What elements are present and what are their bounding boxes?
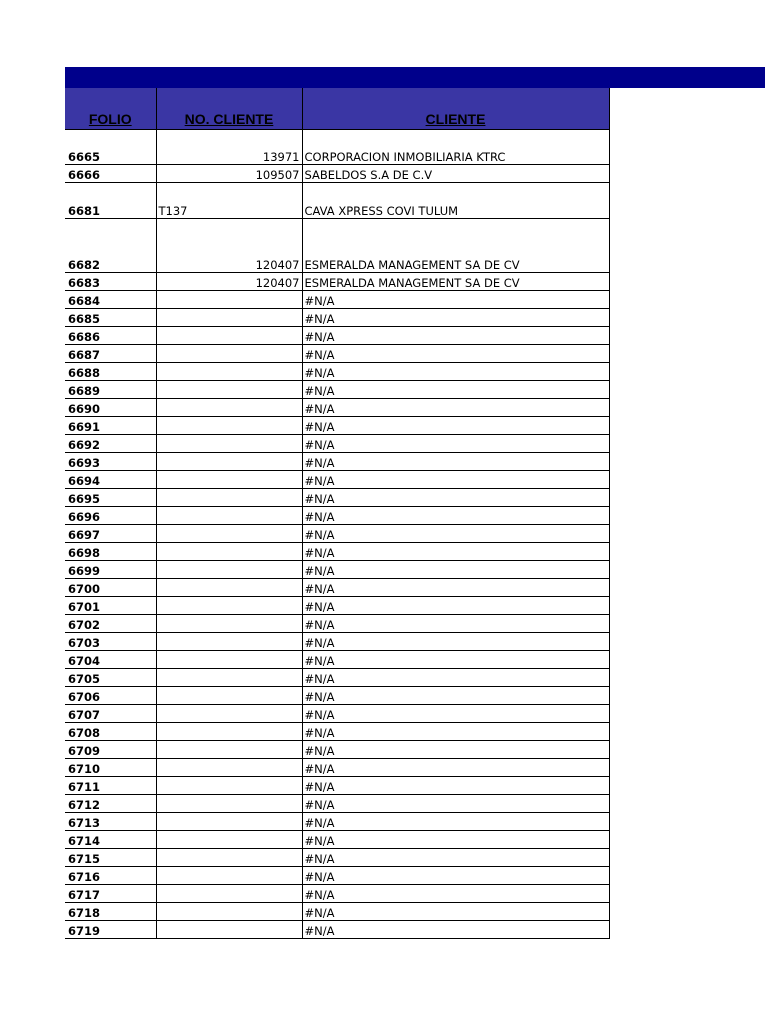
- cliente-cell[interactable]: ESMERALDA MANAGEMENT SA DE CV: [302, 219, 609, 273]
- cliente-cell[interactable]: #N/A: [302, 615, 609, 633]
- table-row: [65, 705, 609, 723]
- no-cliente-cell[interactable]: [156, 363, 302, 381]
- cliente-cell[interactable]: #N/A: [302, 363, 609, 381]
- table-row: [65, 363, 609, 381]
- table-row: [65, 291, 609, 309]
- no-cliente-cell[interactable]: [156, 291, 302, 309]
- no-cliente-cell[interactable]: [156, 381, 302, 399]
- no-cliente-cell[interactable]: [156, 345, 302, 363]
- cliente-cell[interactable]: #N/A: [302, 597, 609, 615]
- no-cliente-cell[interactable]: [156, 489, 302, 507]
- folio-cell[interactable]: 6691: [65, 417, 156, 435]
- cliente-cell[interactable]: #N/A: [302, 489, 609, 507]
- no-cliente-cell[interactable]: T137: [156, 183, 302, 219]
- table-row: [65, 417, 609, 435]
- cliente-cell[interactable]: #N/A: [302, 525, 609, 543]
- folio-cell[interactable]: 6697: [65, 525, 156, 543]
- no-cliente-cell[interactable]: [156, 759, 302, 777]
- no-cliente-cell[interactable]: [156, 921, 302, 939]
- no-cliente-cell[interactable]: [156, 507, 302, 525]
- folio-cell[interactable]: 6684: [65, 291, 156, 309]
- cliente-cell[interactable]: #N/A: [302, 687, 609, 705]
- table-row: [65, 399, 609, 417]
- no-cliente-cell[interactable]: [156, 831, 302, 849]
- cliente-cell[interactable]: #N/A: [302, 381, 609, 399]
- folio-cell[interactable]: 6712: [65, 795, 156, 813]
- no-cliente-cell[interactable]: [156, 741, 302, 759]
- table-row: [65, 543, 609, 561]
- cliente-cell[interactable]: #N/A: [302, 849, 609, 867]
- cliente-cell[interactable]: #N/A: [302, 921, 609, 939]
- table-row: [65, 615, 609, 633]
- cliente-cell[interactable]: #N/A: [302, 795, 609, 813]
- folio-cell[interactable]: 6689: [65, 381, 156, 399]
- cliente-cell[interactable]: #N/A: [302, 543, 609, 561]
- folio-cell[interactable]: 6698: [65, 543, 156, 561]
- folio-cell[interactable]: 6688: [65, 363, 156, 381]
- table-row: [65, 183, 609, 219]
- no-cliente-cell[interactable]: [156, 579, 302, 597]
- no-cliente-cell[interactable]: [156, 669, 302, 687]
- cliente-cell[interactable]: #N/A: [302, 705, 609, 723]
- folio-cell[interactable]: 6681: [65, 183, 156, 219]
- no-cliente-cell[interactable]: [156, 309, 302, 327]
- folio-cell[interactable]: 6696: [65, 507, 156, 525]
- folio-cell[interactable]: 6683: [65, 273, 156, 291]
- table-row: [65, 867, 609, 885]
- clients-table: [65, 88, 610, 939]
- folio-cell[interactable]: 6666: [65, 165, 156, 183]
- folio-cell[interactable]: 6694: [65, 471, 156, 489]
- cliente-cell[interactable]: #N/A: [302, 417, 609, 435]
- table-row: [65, 381, 609, 399]
- cliente-cell[interactable]: #N/A: [302, 633, 609, 651]
- folio-cell[interactable]: 6706: [65, 687, 156, 705]
- table-row: [65, 219, 609, 273]
- table-row: [65, 777, 609, 795]
- folio-cell[interactable]: 6665: [65, 130, 156, 165]
- no-cliente-cell[interactable]: [156, 849, 302, 867]
- cliente-cell[interactable]: #N/A: [302, 399, 609, 417]
- cliente-cell[interactable]: #N/A: [302, 867, 609, 885]
- cliente-cell[interactable]: #N/A: [302, 759, 609, 777]
- table-row: [65, 651, 609, 669]
- table-row: [65, 741, 609, 759]
- column-header-folio[interactable]: FOLIO: [65, 88, 156, 130]
- table-row: [65, 759, 609, 777]
- folio-cell[interactable]: 6702: [65, 615, 156, 633]
- cliente-cell[interactable]: SABELDOS S.A DE C.V: [302, 165, 609, 183]
- table-row: [65, 903, 609, 921]
- table-row: [65, 921, 609, 939]
- no-cliente-cell[interactable]: [156, 651, 302, 669]
- folio-cell[interactable]: 6682: [65, 219, 156, 273]
- folio-cell[interactable]: 6708: [65, 723, 156, 741]
- folio-cell[interactable]: 6703: [65, 633, 156, 651]
- no-cliente-cell[interactable]: [156, 435, 302, 453]
- folio-cell[interactable]: 6715: [65, 849, 156, 867]
- no-cliente-cell[interactable]: [156, 723, 302, 741]
- cliente-cell[interactable]: #N/A: [302, 291, 609, 309]
- folio-cell[interactable]: 6704: [65, 651, 156, 669]
- no-cliente-cell[interactable]: [156, 543, 302, 561]
- table-row: [65, 489, 609, 507]
- cliente-cell[interactable]: #N/A: [302, 471, 609, 489]
- cliente-cell[interactable]: #N/A: [302, 327, 609, 345]
- table-row: [65, 525, 609, 543]
- cliente-cell[interactable]: #N/A: [302, 903, 609, 921]
- no-cliente-cell[interactable]: [156, 399, 302, 417]
- folio-cell[interactable]: 6692: [65, 435, 156, 453]
- cliente-cell[interactable]: #N/A: [302, 741, 609, 759]
- header-row: [65, 88, 609, 130]
- table-row: [65, 507, 609, 525]
- folio-cell[interactable]: 6711: [65, 777, 156, 795]
- cliente-cell[interactable]: ESMERALDA MANAGEMENT SA DE CV: [302, 273, 609, 291]
- folio-cell[interactable]: 6690: [65, 399, 156, 417]
- cliente-cell[interactable]: #N/A: [302, 723, 609, 741]
- table-row: [65, 165, 609, 183]
- cliente-cell[interactable]: #N/A: [302, 435, 609, 453]
- table-row: [65, 309, 609, 327]
- table-row: [65, 345, 609, 363]
- table-row: [65, 273, 609, 291]
- no-cliente-cell[interactable]: [156, 327, 302, 345]
- no-cliente-cell[interactable]: [156, 867, 302, 885]
- table-row: [65, 795, 609, 813]
- no-cliente-cell[interactable]: [156, 687, 302, 705]
- table-row: [65, 687, 609, 705]
- no-cliente-cell[interactable]: [156, 705, 302, 723]
- column-header-cliente[interactable]: CLIENTE: [302, 88, 609, 130]
- folio-cell[interactable]: 6701: [65, 597, 156, 615]
- folio-cell[interactable]: 6714: [65, 831, 156, 849]
- cliente-cell[interactable]: #N/A: [302, 669, 609, 687]
- no-cliente-cell[interactable]: [156, 471, 302, 489]
- no-cliente-cell[interactable]: [156, 633, 302, 651]
- table-row: [65, 453, 609, 471]
- no-cliente-cell[interactable]: [156, 795, 302, 813]
- folio-cell[interactable]: 6709: [65, 741, 156, 759]
- table-body: [65, 130, 609, 939]
- cliente-cell[interactable]: #N/A: [302, 885, 609, 903]
- table-row: [65, 723, 609, 741]
- table-row: [65, 561, 609, 579]
- folio-cell[interactable]: 6710: [65, 759, 156, 777]
- folio-cell[interactable]: 6717: [65, 885, 156, 903]
- folio-cell[interactable]: 6686: [65, 327, 156, 345]
- table-row: [65, 885, 609, 903]
- no-cliente-cell[interactable]: [156, 525, 302, 543]
- no-cliente-cell[interactable]: 13971: [156, 130, 302, 165]
- table-row: [65, 435, 609, 453]
- table-row: [65, 633, 609, 651]
- header-band: [65, 67, 765, 88]
- folio-cell[interactable]: 6718: [65, 903, 156, 921]
- table-row: [65, 579, 609, 597]
- table-row: [65, 669, 609, 687]
- table-row: [65, 813, 609, 831]
- folio-cell[interactable]: 6685: [65, 309, 156, 327]
- cliente-cell[interactable]: #N/A: [302, 651, 609, 669]
- no-cliente-cell[interactable]: [156, 615, 302, 633]
- no-cliente-cell[interactable]: 109507: [156, 165, 302, 183]
- folio-cell[interactable]: 6707: [65, 705, 156, 723]
- cliente-cell[interactable]: #N/A: [302, 453, 609, 471]
- cliente-cell[interactable]: #N/A: [302, 345, 609, 363]
- no-cliente-cell[interactable]: [156, 417, 302, 435]
- table-row: [65, 130, 609, 165]
- folio-cell[interactable]: 6716: [65, 867, 156, 885]
- cliente-cell[interactable]: CAVA XPRESS COVI TULUM: [302, 183, 609, 219]
- no-cliente-cell[interactable]: [156, 813, 302, 831]
- no-cliente-cell[interactable]: [156, 777, 302, 795]
- no-cliente-cell[interactable]: [156, 453, 302, 471]
- table-row: [65, 471, 609, 489]
- no-cliente-cell[interactable]: [156, 561, 302, 579]
- cliente-cell[interactable]: CORPORACION INMOBILIARIA KTRC: [302, 130, 609, 165]
- cliente-cell[interactable]: #N/A: [302, 561, 609, 579]
- no-cliente-cell[interactable]: 120407: [156, 219, 302, 273]
- cliente-cell[interactable]: #N/A: [302, 777, 609, 795]
- folio-cell[interactable]: 6693: [65, 453, 156, 471]
- table-row: [65, 597, 609, 615]
- no-cliente-cell[interactable]: [156, 597, 302, 615]
- no-cliente-cell[interactable]: [156, 885, 302, 903]
- folio-cell[interactable]: 6699: [65, 561, 156, 579]
- folio-cell[interactable]: 6713: [65, 813, 156, 831]
- no-cliente-cell[interactable]: 120407: [156, 273, 302, 291]
- cliente-cell[interactable]: #N/A: [302, 831, 609, 849]
- folio-cell[interactable]: 6700: [65, 579, 156, 597]
- folio-cell[interactable]: 6719: [65, 921, 156, 939]
- table-row: [65, 831, 609, 849]
- table-row: [65, 327, 609, 345]
- folio-cell[interactable]: 6705: [65, 669, 156, 687]
- table-row: [65, 849, 609, 867]
- cliente-cell[interactable]: #N/A: [302, 579, 609, 597]
- column-header-no-cliente[interactable]: NO. CLIENTE: [156, 88, 302, 130]
- folio-cell[interactable]: 6687: [65, 345, 156, 363]
- no-cliente-cell[interactable]: [156, 903, 302, 921]
- cliente-cell[interactable]: #N/A: [302, 309, 609, 327]
- cliente-cell[interactable]: #N/A: [302, 507, 609, 525]
- cliente-cell[interactable]: #N/A: [302, 813, 609, 831]
- folio-cell[interactable]: 6695: [65, 489, 156, 507]
